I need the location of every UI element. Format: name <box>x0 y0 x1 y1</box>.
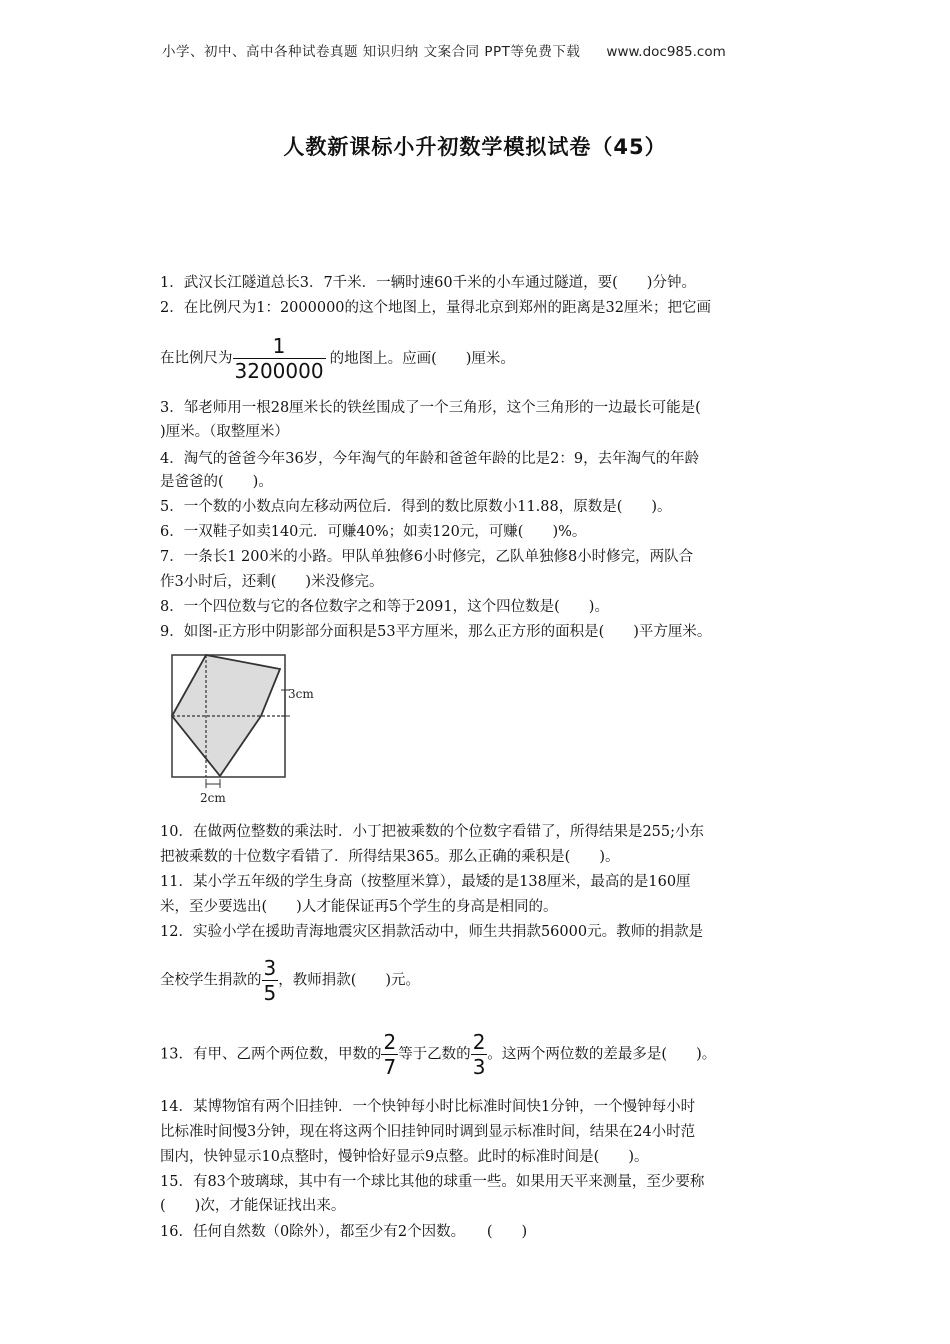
question-3-line-1: 3．邹老师用一根28厘米长的铁丝围成了一个三角形，这个三角形的一边最长可能是( <box>160 400 701 416</box>
question-16: 16．任何自然数（0除外），都至少有2个因数。 ( ) <box>160 1224 528 1240</box>
question-14-line-1: 14．某博物馆有两个旧挂钟．一个快钟每小时比标准时间快1分钟，一个慢钟每小时 <box>160 1099 696 1115</box>
question-15-line-2: ( )次，才能保证找出来。 <box>160 1198 346 1214</box>
q13-text-post: 。这两个两位数的差最多是( )。 <box>487 1046 717 1063</box>
question-4-line-2: 是爸爸的( )。 <box>160 474 273 490</box>
fraction-denominator: 5 <box>263 981 277 1005</box>
question-14-line-3: 围内，快钟显示10点整时，慢钟恰好显示9点整。此时的标准时间是( )。 <box>160 1149 649 1165</box>
question-10-line-1: 10．在做两位整数的乘法时．小丁把被乘数的个位数字看错了，所得结果是255;小东 <box>160 824 705 840</box>
label-3cm: 3cm <box>288 687 314 701</box>
q2-text-post: 的地图上。应画( )厘米。 <box>329 350 515 367</box>
page-header <box>162 40 726 60</box>
question-14-line-2: 比标准时间慢3分钟，现在将这两个旧挂钟同时调到显示标准时间，结果在24小时范 <box>160 1124 696 1140</box>
question-1: 1．武汉长江隧道总长3．7千米．一辆时速60千米的小车通过隧道，要( )分钟。 <box>160 275 696 291</box>
question-10-line-2: 把被乘数的十位数字看错了．所得结果365。那么正确的乘积是( )。 <box>160 849 620 865</box>
square-shaded-figure <box>160 648 330 806</box>
fraction-denominator: 3200000 <box>234 359 324 383</box>
question-5: 5．一个数的小数点向左移动两位后．得到的数比原数小11.88，原数是( )。 <box>160 499 672 515</box>
header-site[interactable]: www.doc985.com <box>606 44 726 60</box>
question-2-line-1: 2．在比例尺为1：2000000的这个地图上，量得北京到郑州的距离是32厘米；把它画 <box>160 300 711 316</box>
fraction-two-thirds <box>471 1032 488 1077</box>
scale-fraction <box>233 336 326 381</box>
fraction-numerator: 2 <box>472 1030 486 1054</box>
question-11-line-2: 米，至少要选出( )人才能保证再5个学生的身高是相同的。 <box>160 899 558 915</box>
q12-text-post: ，教师捐款( )元。 <box>278 972 421 989</box>
question-4-line-1: 4．淘气的爸爸今年36岁，今年淘气的年龄和爸爸年龄的比是2：9，去年淘气的年龄 <box>160 451 700 467</box>
fraction-numerator: 1 <box>272 334 286 358</box>
question-7-line-1: 7．一条长1 200米的小路。甲队单独修6小时修完，乙队单独修8小时修完，两队合 <box>160 549 694 565</box>
q2-text-pre: 在比例尺为 <box>160 350 233 367</box>
question-13 <box>160 1032 716 1077</box>
question-7-line-2: 作3小时后，还剩( )米没修完。 <box>160 574 384 590</box>
fraction-numerator: 3 <box>263 956 277 980</box>
question-11-line-1: 11．某小学五年级的学生身高（按整厘米算），最矮的是138厘米，最高的是160厘 <box>160 874 691 890</box>
fraction-denominator: 7 <box>383 1055 397 1079</box>
fraction-two-sevenths <box>381 1032 398 1077</box>
header-text: 小学、初中、高中各种试卷真题 知识归纳 文案合同 PPT等免费下载 <box>162 44 581 60</box>
q12-text-pre: 全校学生捐款的 <box>160 972 262 989</box>
q13-text-pre: 13．有甲、乙两个两位数，甲数的 <box>160 1046 382 1063</box>
question-2-line-2 <box>160 336 515 381</box>
question-15-line-1: 15．有83个玻璃球，其中有一个球比其他的球重一些。如果用天平来测量，至少要称 <box>160 1174 705 1190</box>
fraction-numerator: 2 <box>383 1030 397 1054</box>
label-2cm: 2cm <box>200 791 226 805</box>
question-8: 8．一个四位数与它的各位数字之和等于2091，这个四位数是( )。 <box>160 599 609 615</box>
question-9: 9．如图-正方形中阴影部分面积是53平方厘米，那么正方形的面积是( )平方厘米。 <box>160 624 712 640</box>
question-12-line-2 <box>160 958 420 1003</box>
q13-text-mid: 等于乙数的 <box>398 1046 471 1063</box>
fraction-denominator: 3 <box>472 1055 486 1079</box>
question-6: 6．一双鞋子如卖140元．可赚40%；如卖120元，可赚( )%。 <box>160 524 587 540</box>
question-12-line-1: 12．实验小学在援助青海地震灾区捐款活动中，师生共捐款56000元。教师的捐款是 <box>160 924 704 940</box>
page-title: 人教新课标小升初数学模拟试卷（45） <box>283 135 667 159</box>
fraction-three-fifths <box>262 958 279 1003</box>
question-3-line-2: )厘米。（取整厘米） <box>160 424 289 440</box>
